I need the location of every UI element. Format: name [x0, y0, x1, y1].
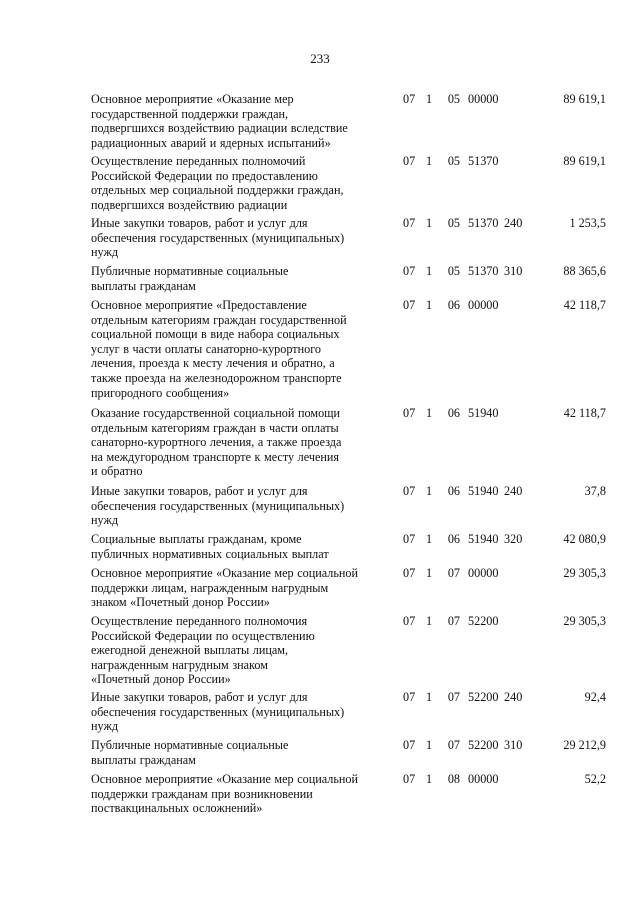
row-amount: 29 212,9: [563, 738, 606, 752]
row-amount: 42 118,7: [563, 406, 606, 420]
code-direction: 00000: [468, 772, 499, 786]
row-description: Основное мероприятие «Оказание мер социальной поддержки гражданам при возникновении поствакцинальных осложнений»: [91, 772, 359, 816]
code-program: 07: [403, 566, 416, 580]
code-main-event: 07: [447, 690, 460, 704]
code-program: 07: [403, 772, 416, 786]
row-description: Иные закупки товаров, работ и услуг для обеспечения государственных (муниципальных) нужд: [91, 690, 345, 734]
code-subprogram: 1: [425, 216, 433, 230]
row-amount: 42 080,9: [563, 532, 606, 546]
code-subprogram: 1: [425, 298, 433, 312]
code-direction: 51370: [468, 264, 499, 278]
row-description: Основное мероприятие «Оказание мер социальной поддержки лицам, награжденным нагрудным знаком «Почетный донор России»: [91, 566, 359, 610]
code-program: 07: [403, 614, 416, 628]
code-direction: 00000: [468, 566, 499, 580]
code-direction: 51940: [468, 532, 499, 546]
code-subprogram: 1: [425, 772, 433, 786]
code-subprogram: 1: [425, 566, 433, 580]
code-main-event: 06: [447, 532, 460, 546]
code-main-event: 05: [447, 92, 460, 106]
code-main-event: 07: [447, 614, 460, 628]
page-number: 233: [310, 51, 330, 66]
code-main-event: 08: [447, 772, 460, 786]
row-amount: 42 118,7: [563, 298, 606, 312]
code-main-event: 06: [447, 298, 460, 312]
row-description: Иные закупки товаров, работ и услуг для обеспечения государственных (муниципальных) нужд: [91, 484, 345, 528]
row-description: Оказание государственной социальной помощи отдельным категориям граждан в части оплаты санаторно-курортного лечения, а также проезда на междугородном транспорте к месту лечения и обратно: [91, 406, 342, 479]
row-description: Иные закупки товаров, работ и услуг для обеспечения государственных (муниципальных) нужд: [91, 216, 345, 260]
code-subprogram: 1: [425, 264, 433, 278]
code-expense-type: 310: [504, 264, 523, 278]
code-direction: 52200: [468, 614, 499, 628]
row-amount: 29 305,3: [563, 614, 606, 628]
code-subprogram: 1: [425, 690, 433, 704]
code-subprogram: 1: [425, 738, 433, 752]
code-main-event: 05: [447, 216, 460, 230]
row-amount: 1 253,5: [569, 216, 606, 230]
code-direction: 00000: [468, 298, 499, 312]
row-description: Публичные нормативные социальные выплаты гражданам: [91, 264, 289, 293]
row-amount: 89 619,1: [563, 154, 606, 168]
row-amount: 92,4: [584, 690, 606, 704]
row-description: Осуществление переданного полномочия Российской Федерации по осуществлению ежегодной денежной выплаты лицам, награжденным нагрудным знаком «Почетный донор России»: [91, 614, 315, 687]
row-amount: 52,2: [584, 772, 606, 786]
code-program: 07: [403, 406, 416, 420]
code-program: 07: [403, 690, 416, 704]
code-direction: 51940: [468, 484, 499, 498]
code-subprogram: 1: [425, 154, 433, 168]
row-amount: 29 305,3: [563, 566, 606, 580]
row-description: Основное мероприятие «Оказание мер государственной поддержки граждан, подвергшихся воздействию радиации вследствие радиационных аварий и ядерных испытаний»: [91, 92, 348, 150]
row-amount: 37,8: [584, 484, 606, 498]
code-direction: 00000: [468, 92, 499, 106]
code-direction: 52200: [468, 738, 499, 752]
code-main-event: 06: [447, 484, 460, 498]
code-main-event: 07: [447, 566, 460, 580]
code-subprogram: 1: [425, 484, 433, 498]
code-program: 07: [403, 532, 416, 546]
row-amount: 89 619,1: [563, 92, 606, 106]
code-subprogram: 1: [425, 532, 433, 546]
code-main-event: 05: [447, 154, 460, 168]
code-program: 07: [403, 264, 416, 278]
code-subprogram: 1: [425, 614, 433, 628]
code-main-event: 06: [447, 406, 460, 420]
code-expense-type: 320: [504, 532, 523, 546]
code-expense-type: 240: [504, 484, 523, 498]
code-direction: 51370: [468, 154, 499, 168]
row-description: Публичные нормативные социальные выплаты гражданам: [91, 738, 289, 767]
code-program: 07: [403, 154, 416, 168]
code-direction: 51370: [468, 216, 499, 230]
code-program: 07: [403, 216, 416, 230]
code-direction: 52200: [468, 690, 499, 704]
code-program: 07: [403, 92, 416, 106]
row-description: Основное мероприятие «Предоставление отдельным категориям граждан государственной социальной помощи в виде набора социальных услуг в части оплаты санаторно-курортного лечения, проезда к месту лечения и обратно, а также проезда на железнодорожном транспорте пригородного сообщения»: [91, 298, 347, 400]
code-program: 07: [403, 738, 416, 752]
code-expense-type: 240: [504, 216, 523, 230]
code-program: 07: [403, 484, 416, 498]
code-main-event: 07: [447, 738, 460, 752]
code-program: 07: [403, 298, 416, 312]
code-subprogram: 1: [425, 92, 433, 106]
code-direction: 51940: [468, 406, 499, 420]
row-description: Социальные выплаты гражданам, кроме публичных нормативных социальных выплат: [91, 532, 329, 561]
row-description: Осуществление переданных полномочий Российской Федерации по предоставлению отдельных мер социальной поддержки граждан, подвергшихся воздействию радиации: [91, 154, 344, 212]
code-subprogram: 1: [425, 406, 433, 420]
code-expense-type: 240: [504, 690, 523, 704]
code-main-event: 05: [447, 264, 460, 278]
row-amount: 88 365,6: [563, 264, 606, 278]
code-expense-type: 310: [504, 738, 523, 752]
